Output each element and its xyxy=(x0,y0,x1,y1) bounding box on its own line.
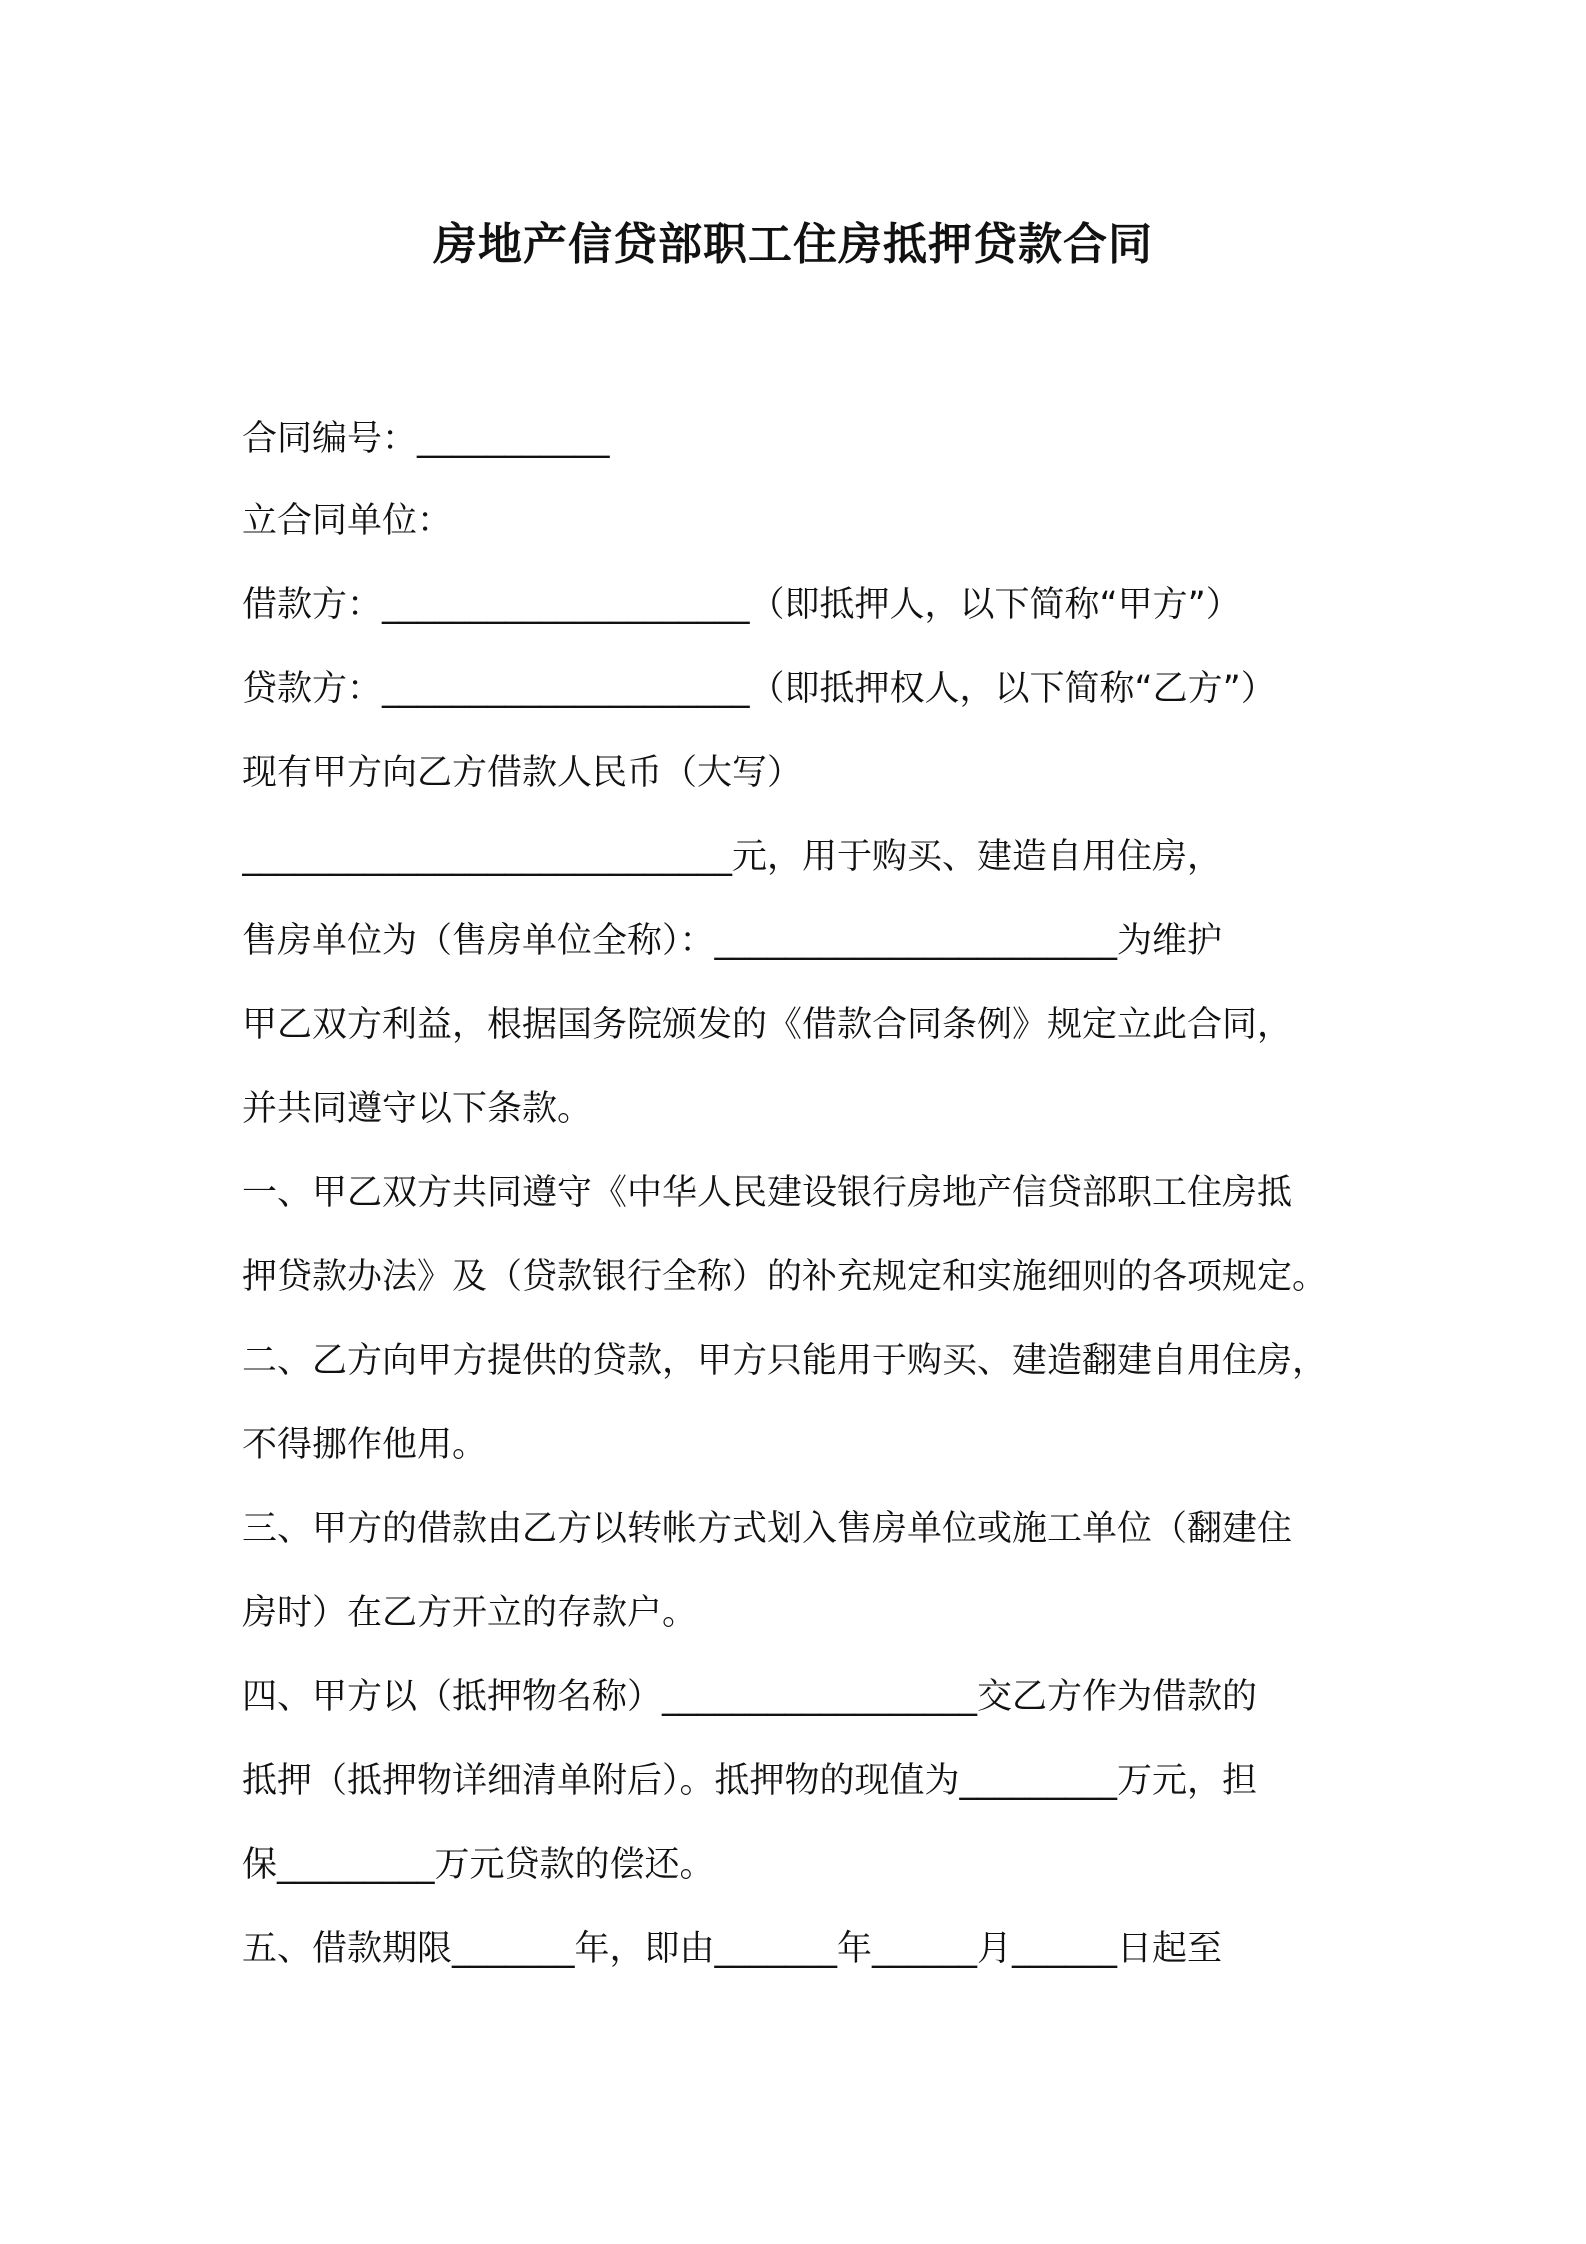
body-text-line: 现有甲方向乙方借款人民币（大写） xyxy=(242,753,803,793)
clause-4-line: 保_________万元贷款的偿还。 xyxy=(242,1845,715,1885)
lender-line: 贷款方：_____________________（即抵押权人，以下简称“乙方”） xyxy=(242,669,1276,709)
clause-2-line: 二、乙方向甲方提供的贷款，甲方只能用于购买、建造翻建自用住房， xyxy=(242,1341,1328,1381)
body-text-line: 甲乙双方利益，根据国务院颁发的《借款合同条例》规定立此合同， xyxy=(242,1005,1293,1045)
clause-2-line: 不得挪作他用。 xyxy=(242,1425,488,1465)
clause-4-line: 抵押（抵押物详细清单附后）。抵押物的现值为_________万元，担 xyxy=(242,1761,1258,1801)
clause-1-line: 押贷款办法》及（贷款银行全称）的补充规定和实施细则的各项规定。 xyxy=(242,1257,1328,1297)
clause-1-line: 一、甲乙双方共同遵守《中华人民建设银行房地产信贷部职工住房抵 xyxy=(242,1173,1293,1213)
clause-5-line: 五、借款期限_______年，即由_______年______月______日起至 xyxy=(242,1929,1223,1969)
clause-4-line: 四、甲方以（抵押物名称）__________________交乙方作为借款的 xyxy=(242,1677,1258,1717)
body-text-line: ____________________________元，用于购买、建造自用住房， xyxy=(242,837,1223,877)
body-text-line: 售房单位为（售房单位全称）：_______________________为维护 xyxy=(242,921,1223,961)
parties-heading-line: 立合同单位： xyxy=(242,501,453,541)
contract-number-line: 合同编号：___________ xyxy=(242,419,610,459)
body-text-line: 并共同遵守以下条款。 xyxy=(242,1089,593,1129)
borrower-line: 借款方：_____________________（即抵押人，以下简称“甲方”） xyxy=(242,585,1241,625)
document-title: 房地产信贷部职工住房抵押贷款合同 xyxy=(433,219,1153,270)
clause-3-line: 房时）在乙方开立的存款户。 xyxy=(242,1593,698,1633)
clause-3-line: 三、甲方的借款由乙方以转帐方式划入售房单位或施工单位（翻建住 xyxy=(242,1509,1293,1549)
